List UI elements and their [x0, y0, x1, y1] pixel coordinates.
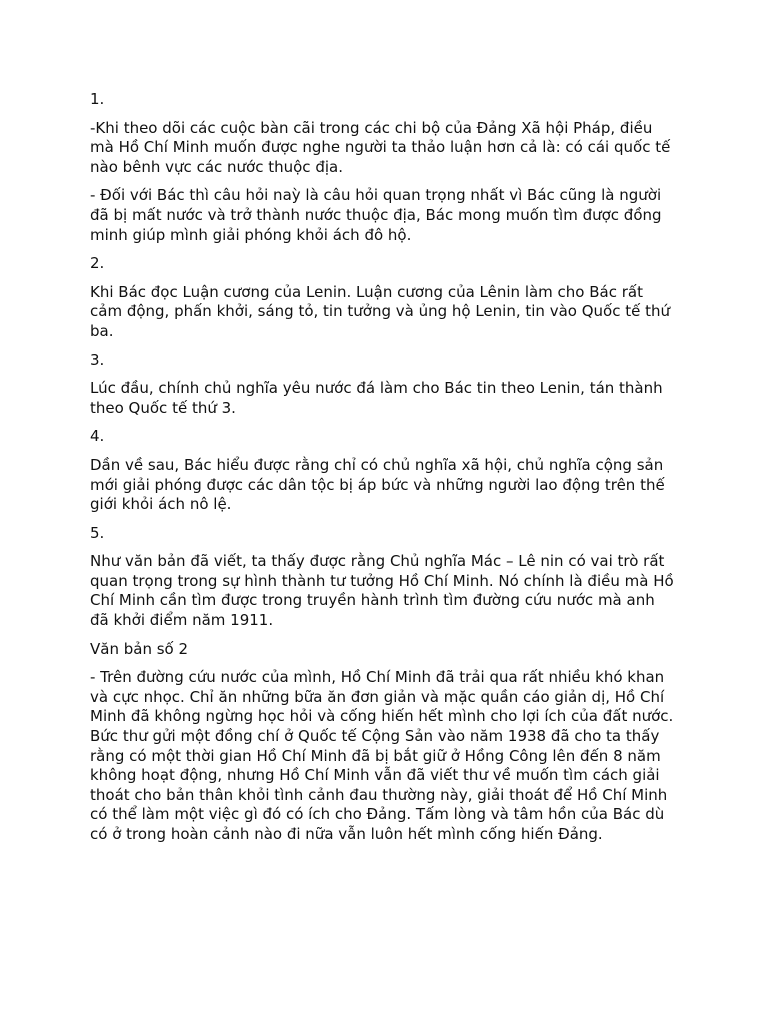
paragraph: -Khi theo dõi các cuộc bàn cãi trong các chi bộ của Đảng Xã hội Pháp, điều mà Hồ Chí Minh muốn được nghe người ta thảo luận hơn cả là: có cái quốc tế nào bênh vực các nước thuộc địa.: [90, 118, 671, 176]
paragraph: Lúc đầu, chính chủ nghĩa yêu nước đá làm cho Bác tin theo Lenin, tán thành theo Quốc tế thứ 3.: [90, 379, 663, 417]
paragraph: - Đối với Bác thì câu hỏi naỳ là câu hỏi quan trọng nhất vì Bác cũng là người đã bị mất nước và trở thành nước thuộc địa, Bác mong muốn tìm được đồng minh giúp mình giải phóng khỏi ách đô hộ.: [90, 186, 662, 244]
paragraph: Khi Bác đọc Luận cương của Lenin. Luận cương của Lênin làm cho Bác rất cảm động, phấn khởi, sáng tỏ, tin tưởng và ủng hộ Lenin, tin vào Quốc tế thứ ba.: [90, 282, 670, 340]
section-number-4: 4.: [90, 427, 105, 446]
paragraph: Dần về sau, Bác hiểu được rằng chỉ có chủ nghĩa xã hội, chủ nghĩa cộng sản mới giải phóng được các dân tộc bị áp bức và những người lao động trên thế giới khỏi ách nô lệ.: [90, 455, 665, 514]
section-number-1: 1.: [90, 90, 105, 108]
section-number-5: 5.: [90, 523, 105, 542]
paragraph: - Trên đường cứu nước của mình, Hồ Chí Minh đã trải qua rất nhiều khó khan và cực nhọc. Chỉ ăn những bữa ăn đơn giản và mặc quần cáo giản dị, Hồ Chí Minh đã không ngừng học hỏi và cống hiến hết mình cho lợi ích của đất nước. Bức thư gửi một đồng chí ở Quốc tế Cộng Sản vào năm 1938 đã cho ta thấy rằng có một thời gian Hồ Chí Minh đã bị bắt giữ ở Hồng Công lên đến 8 năm không hoạt động, nhưng Hồ Chí Minh vẫn đã viết thư về muốn tìm cách giải thoát cho bản thân khỏi tình cảnh đau thường này, giải thoát để Hồ Chí Minh có thể làm một việc gì đó có ích cho Đảng. Tấm lòng và tâm hồn của Bác dù có ở trong hoàn cảnh nào đi nữa vẫn luôn hết mình cống hiến Đảng.: [90, 668, 674, 843]
paragraph: Như văn bản đã viết, ta thấy được rằng Chủ nghĩa Mác – Lê nin có vai trò rất quan trọng trong sự hình thành tư tưởng Hồ Chí Minh. Nó chính là điều mà Hồ Chí Minh cần tìm được trong truyền hành trình tìm đường cứu nước mà anh đã khởi điểm năm 1911.: [90, 552, 674, 630]
section-number-2: 2.: [90, 254, 105, 273]
section-heading: Văn bản số 2: [90, 639, 189, 658]
document-page: [90, 90, 678, 854]
section-number-3: 3.: [90, 350, 105, 369]
